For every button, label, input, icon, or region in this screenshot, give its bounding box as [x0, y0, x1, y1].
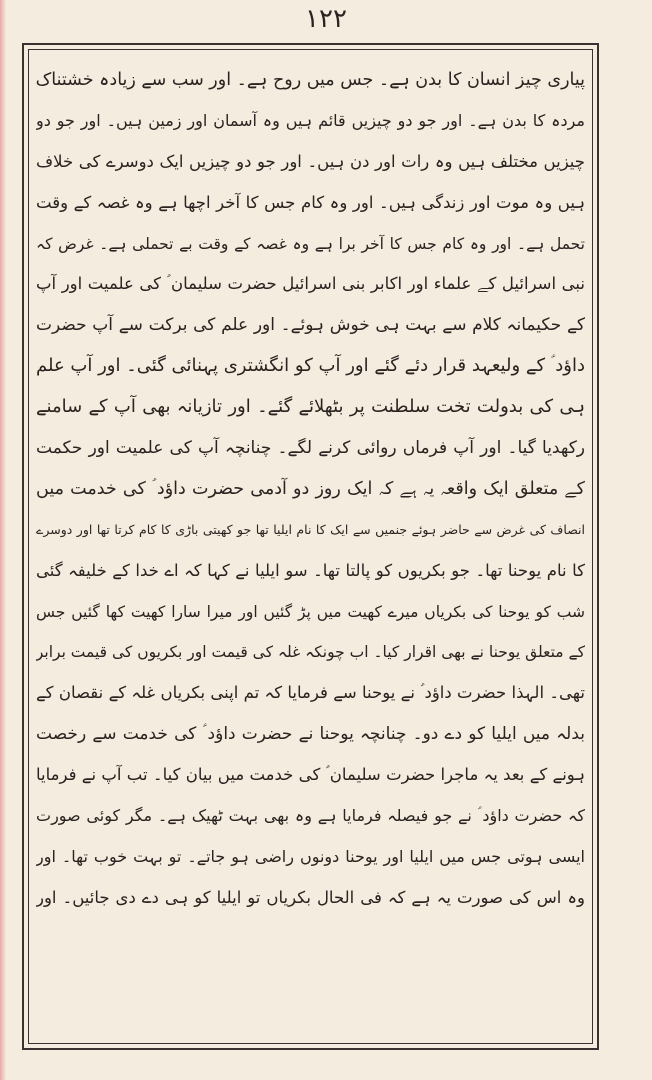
text-line: رکھدیا گیا۔ اور آپ فرماں روائی کرنے لگے۔ چنانچہ آپ کی علمیت اور حکمت	[36, 438, 585, 459]
text-line: وہ اس کی صورت یہ ہے کہ فی الحال بکریاں تو ایلیا کو ہی دے دی جائیں۔ اور	[36, 887, 585, 907]
text-line: تحمل ہے۔ اور وہ کام جس کا آخر برا ہے وہ غصہ کے وقت بے تحملی ہے۔ غرض کہ	[36, 234, 585, 253]
page-number: ۱۲۲	[305, 4, 347, 34]
text-line: ہیں وہ موت اور زندگی ہیں۔ اور وہ کام جس کا آخر اچھا ہے وہ غصہ کے وقت	[36, 192, 585, 212]
text-line: چیزیں مختلف ہیں وہ رات اور دن ہیں۔ اور جو دو چیزیں ایک دوسرے کی خلاف	[36, 151, 585, 171]
text-line: مردہ کا بدن ہے۔ اور جو دو چیزیں قائم ہیں وہ آسمان اور زمین ہیں۔ اور جو دو	[36, 110, 585, 130]
page-left-edge	[0, 0, 6, 1080]
text-line: انصاف کی غرض سے حاضر ہوئے جنمیں سے ایک کا نام ایلیا تھا جو کھیتی باڑی کا کام کرتا تھا اور دوسرے	[36, 521, 585, 537]
text-line: تھی۔ الہذا حضرت داؤد ؑ نے یوحنا سے فرمایا کہ تم اپنی بکریاں غلہ کے نقصان کے	[36, 683, 585, 703]
text-line: شب کو یوحنا کی بکریاں میرے کھیت میں پڑ گئیں اور میرا سارا کھیت کھا گئیں جس	[36, 602, 585, 621]
text-line: کے متعلق یوحنا نے بھی اقرار کیا۔ اب چونکہ غلہ کی قیمت اور بکریوں کی قیمت برابر	[36, 643, 585, 662]
text-line: پیاری چیز انسان کا بدن ہے۔ جس میں روح ہے۔ اور سب سے زیادہ خشتناک	[36, 70, 585, 90]
text-line: کہ حضرت داؤد ؑ نے جو فیصلہ فرمایا ہے وہ بھی بہت ٹھیک ہے۔ مگر کوئی صورت	[36, 806, 585, 826]
text-line: کے متعلق ایک واقعہ یہ ہے کہ ایک روز دو آدمی حضرت داؤد ؑ کی خدمت میں	[36, 478, 585, 499]
text-line: ہی کی بدولت تخت سلطنت پر بٹھلائے گئے۔ اور تازیانہ بھی آپ کے سامنے	[36, 396, 585, 418]
text-line: بدلہ میں ایلیا کو دے دو۔ چنانچہ یوحنا نے حضرت داؤد ؑ کی خدمت سے رخصت	[36, 724, 585, 745]
text-line: نبی اسرائیل کے علماء اور اکابر بنی اسرائیل حضرت سلیمان ؑ کی علمیت اور آپ	[36, 274, 585, 294]
text-line: ہونے کے بعد یہ ماجرا حضرت سلیمان ؑ کی خدمت میں بیان کیا۔ تب آپ نے فرمایا	[36, 765, 585, 785]
text-line: کا نام یوحنا تھا۔ جو بکریوں کو پالتا تھا۔ سو ایلیا نے کہا کہ اے خدا کے خلیفہ گئی	[36, 560, 585, 580]
text-line: داؤد ؑ کے ولیعہد قرار دئے گئے اور آپ کو انگشتری پہنائی گئی۔ اور آپ علم	[36, 355, 585, 377]
text-line: کے حکیمانہ کلام سے بہت ہی خوش ہوئے۔ اور علم کی برکت سے آپ حضرت	[36, 315, 585, 336]
body-text-block	[36, 60, 585, 919]
text-line: ایسی ہوتی جس میں ایلیا اور یوحنا دونوں راضی ہو جاتے۔ تو بہت خوب تھا۔ اور	[36, 846, 585, 866]
